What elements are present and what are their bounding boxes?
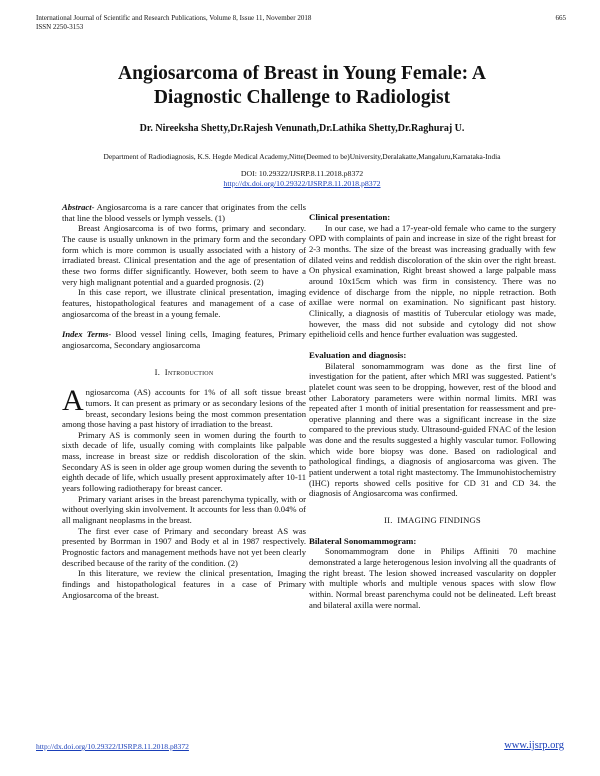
journal-name: International Journal of Scientific and Research Publications, Volume 8, Issue 11, November 2018 — [36, 14, 312, 22]
intro-paragraph-2: Primary AS is commonly seen in women during the fourth to sixth decade of life, usually coming with complaints like palpable mass, increase in breast size or reddish discoloration of the skin. Secondary AS is seen in older age group women during the seventh to eighth decade of life, which usually present approximately after 10-11 years following radiotherapy for breast cancer. — [62, 429, 306, 494]
section-heading-introduction — [62, 367, 306, 378]
imaging-text: Sonomammogram done in Philips Affiniti 70 machine demonstrated a large heterogenous lesion involving all the quadrants of the right breast. The lesion showed increased vascularity on doppler with multiple whorls and multiple venous spaces with slow flow within. Normal breast parenchyma could not be delineated. Left breast and bilateral axilla were normal. — [309, 546, 556, 610]
intro-paragraph-4: The first ever case of Primary and secondary breast AS was presented by Borrman in 1907 and Body et al in 1987 respectively. Prognostic factors and management methods have not yet been clearly described because of the rarity of the condition. (2) — [62, 525, 306, 568]
evaluation-text: Bilateral sonomammogram was done as the first line of investigation for the patient, after which MRI was suggested. Patient’s platelet count was seen to be dropping, however, rest of the blood and other Laboratory parameters were within normal limits. MRI was repeated after 1 month of initial presentation for reassessment and pre-operative planning and there was a significant increase in the size compared to the previous study. Ultrasound-guided FNAC of the lesion was done and the results suggested a highly vascular tumor. Following which wide bore biopsy was done. Based on radiological and pathological findings, a diagnosis of angiosarcoma was given. The patient underwent a total right mastectomy. The Immunohistochemistry (IHC) reports showed cells positive for CD 31 and CD 34. the diagnosis of Angiosarcoma was confirmed. — [309, 360, 556, 499]
section-numeral: I. — [154, 366, 161, 377]
title-line-2: Diagnostic Challenge to Radiologist — [153, 87, 451, 108]
imaging-subheading: Bilateral Sonomammogram: — [309, 535, 417, 546]
doi-link[interactable]: http://dx.doi.org/10.29322/IJSRP.8.11.2018.p8372 — [223, 179, 381, 188]
issn: ISSN 2250-3153 — [36, 23, 84, 31]
evaluation-heading: Evaluation and diagnosis: — [309, 349, 407, 360]
section-heading-imaging — [309, 515, 556, 526]
authors: Dr. Nireeksha Shetty,Dr.Rajesh Venunath,Dr.Lathika Shetty,Dr.Raghuraj U. — [139, 123, 465, 134]
abstract — [62, 202, 306, 223]
abstract-paragraph-2: Breast Angiosarcoma is of two forms, primary and secondary. The cause is usually unknown in the primary form and the secondary form which is more common is usually associated with a history of irradiated breast. Clinical presentation and the age of presentation of these two forms differ significantly. However, both seem to have a very high malignant potential and a guarded prognosis. (2) — [62, 223, 306, 287]
doi-text: DOI: 10.29322/IJSRP.8.11.2018.p8372 — [240, 169, 364, 178]
drop-cap: A — [62, 384, 84, 418]
intro-text-1: ngiosarcoma (AS) accounts for 1% of all soft tissue breast tumors. It can present as primary or as secondary lesions of the breast, secondary lesions being the most common presentation among those having a past history of irradiation to the breast. — [62, 387, 306, 430]
abstract-label: Abstract- — [62, 202, 95, 212]
page-number: 665 — [555, 14, 566, 22]
paper-title — [40, 62, 564, 110]
doi-block — [40, 169, 564, 189]
abstract-text: Angiosarcoma is a rare cancer that originates from the cells that line the blood vessels or lymph vessels. (1) — [62, 202, 306, 223]
index-terms-text: - Blood vessel lining cells, Imaging features, Primary angiosarcoma, Secondary angiosarcoma — [62, 329, 306, 350]
intro-paragraph-3: Primary variant arises in the breast parenchyma typically, with or without overlying skin involvement. It accounts for less than 0.04% of all malignant neoplasms in the breast. — [62, 493, 306, 526]
footer-site-link[interactable]: www.ijsrp.org — [504, 740, 564, 751]
abstract-paragraph-3: In this case report, we illustrate clinical presentation, imaging features, histopathological features and management of a case of angiosarcoma of the breast in a young female. — [62, 287, 306, 319]
section-title: IMAGING FINDINGS — [397, 515, 481, 526]
clinical-text: In our case, we had a 17-year-old female who came to the surgery OPD with complaints of pain and increase in size of the right breast for 2-3 months. The size of the breast was increasing gradually with few dilated veins and reddish discoloration of the skin over the right breast. On physical examination, Right breast showed a large palpable mass around 10x15cm which was firm in consistency. There was no evidence of discharge from the nipple, no nipple retraction. Both axillae were normal on examination. No significant past history. Clinically, a diagnosis of mastitis of Tubercular etiology was made, however, the mass did not subside and cytology did not show epithelioid cells and hence further evaluation was suggested. — [309, 222, 556, 340]
intro-paragraph-1 — [62, 384, 306, 430]
affiliation: Department of Radiodiagnosis, K.S. Hegde Medical Academy,Nitte(Deemed to be)University,Deralakatte,Mangaluru,Karnataka-India — [103, 152, 501, 161]
index-terms — [62, 329, 306, 350]
section-title: Introduction — [164, 366, 214, 377]
running-header — [36, 14, 311, 32]
intro-paragraph-5: In this literature, we review the clinical presentation, Imaging findings and histopathological features in a case of Primary Angiosarcoma of the breast. — [62, 568, 306, 600]
left-column — [62, 202, 306, 600]
clinical-heading: Clinical presentation: — [309, 212, 391, 222]
index-terms-label: Index Terms — [62, 329, 109, 340]
right-column — [309, 202, 556, 610]
section-numeral: II. — [384, 515, 393, 526]
footer-doi-link[interactable]: http://dx.doi.org/10.29322/IJSRP.8.11.2018.p8372 — [36, 742, 189, 751]
title-line-1: Angiosarcoma of Breast in Young Female: A — [118, 63, 486, 84]
